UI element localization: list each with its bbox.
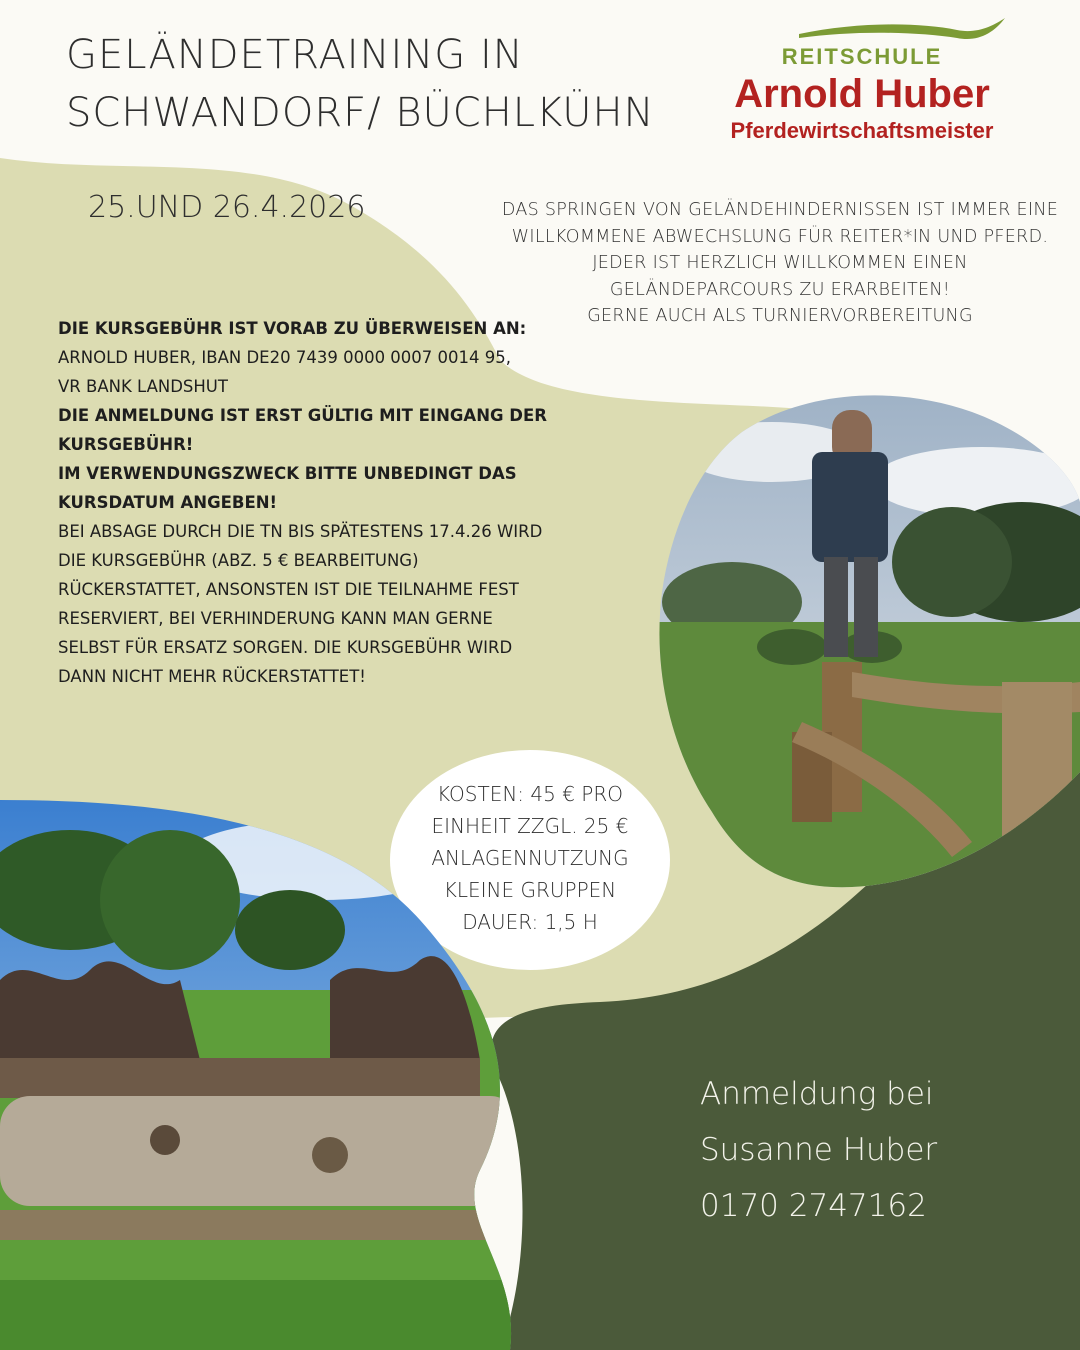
swoosh-icon bbox=[797, 14, 1007, 42]
title-line-2: SCHWANDORF/ BÜCHLKÜHN bbox=[66, 90, 655, 136]
valid-line: DIE ANMELDUNG IST ERST GÜLTIG MIT EINGANG DER bbox=[58, 406, 547, 425]
cancel-line: DANN NICHT MEHR RÜCKERSTATTET! bbox=[58, 667, 366, 686]
intro-line: DAS SPRINGEN VON GELÄNDEHINDERNISSEN IST IMMER EINE bbox=[501, 200, 1059, 220]
intro-line: JEDER IST HERZLICH WILLKOMMEN EINEN bbox=[592, 253, 968, 273]
logo-subtitle: Pferdewirtschaftsmeister bbox=[730, 118, 994, 143]
contact-info bbox=[700, 1066, 937, 1234]
costs-line: KOSTEN: 45 € PRO bbox=[437, 782, 623, 806]
bank-line: VR BANK LANDSHUT bbox=[58, 377, 228, 396]
payment-heading: DIE KURSGEBÜHR IST VORAB ZU ÜBERWEISEN AN: bbox=[58, 319, 527, 338]
reitschule-logo bbox=[712, 10, 1012, 143]
cancel-line: DIE KURSGEBÜHR (ABZ. 5 € BEARBEITUNG) bbox=[58, 551, 419, 570]
logo-top-text: REITSCHULE bbox=[781, 44, 943, 69]
cancel-line: RÜCKERSTATTET, ANSONSTEN IST DIE TEILNAHME FEST bbox=[58, 580, 519, 599]
man-standing-on-log-fence-photo bbox=[652, 392, 1080, 892]
title-line-1: GELÄNDETRAINING IN bbox=[66, 32, 524, 78]
costs-text bbox=[392, 778, 668, 938]
valid-line: KURSGEBÜHR! bbox=[58, 435, 194, 454]
intro-line: WILLKOMMENE ABWECHSLUNG FÜR REITER*IN UND PFERD. bbox=[511, 226, 1049, 247]
contact-name: Susanne Huber bbox=[700, 1132, 938, 1168]
cancel-line: BEI ABSAGE DURCH DIE TN BIS SPÄTESTENS 17.4.26 WIRD bbox=[58, 522, 543, 541]
intro-text bbox=[480, 197, 1080, 330]
cancel-line: RESERVIERT, BEI VERHINDERUNG KANN MAN GERNE bbox=[58, 609, 493, 628]
costs-line: EINHEIT ZZGL. 25 € bbox=[431, 814, 629, 838]
intro-line: GELÄNDEPARCOURS ZU ERARBEITEN! bbox=[609, 279, 951, 300]
costs-line: ANLAGENNUTZUNG bbox=[431, 846, 629, 870]
contact-line-1: Anmeldung bei bbox=[700, 1076, 934, 1112]
costs-line: DAUER: 1,5 H bbox=[462, 910, 598, 934]
purpose-line: IM VERWENDUNGSZWECK BITTE UNBEDINGT DAS bbox=[58, 464, 517, 483]
payee-line: ARNOLD HUBER, IBAN DE20 7439 0000 0007 0014 95, bbox=[58, 348, 512, 367]
payment-info bbox=[58, 314, 618, 691]
cancel-line: SELBST FÜR ERSATZ SORGEN. DIE KURSGEBÜHR WIRD bbox=[58, 638, 513, 657]
costs-line: KLEINE GRUPPEN bbox=[443, 878, 617, 902]
purpose-line: KURSDATUM ANGEBEN! bbox=[58, 493, 278, 512]
event-date: 25.UND 26.4.2026 bbox=[88, 190, 366, 225]
page-title bbox=[66, 26, 655, 142]
logo-name: Arnold Huber bbox=[734, 72, 990, 116]
intro-line: GERNE AUCH ALS TURNIERVORBEREITUNG bbox=[587, 306, 973, 326]
contact-phone: 0170 2747162 bbox=[700, 1188, 927, 1224]
